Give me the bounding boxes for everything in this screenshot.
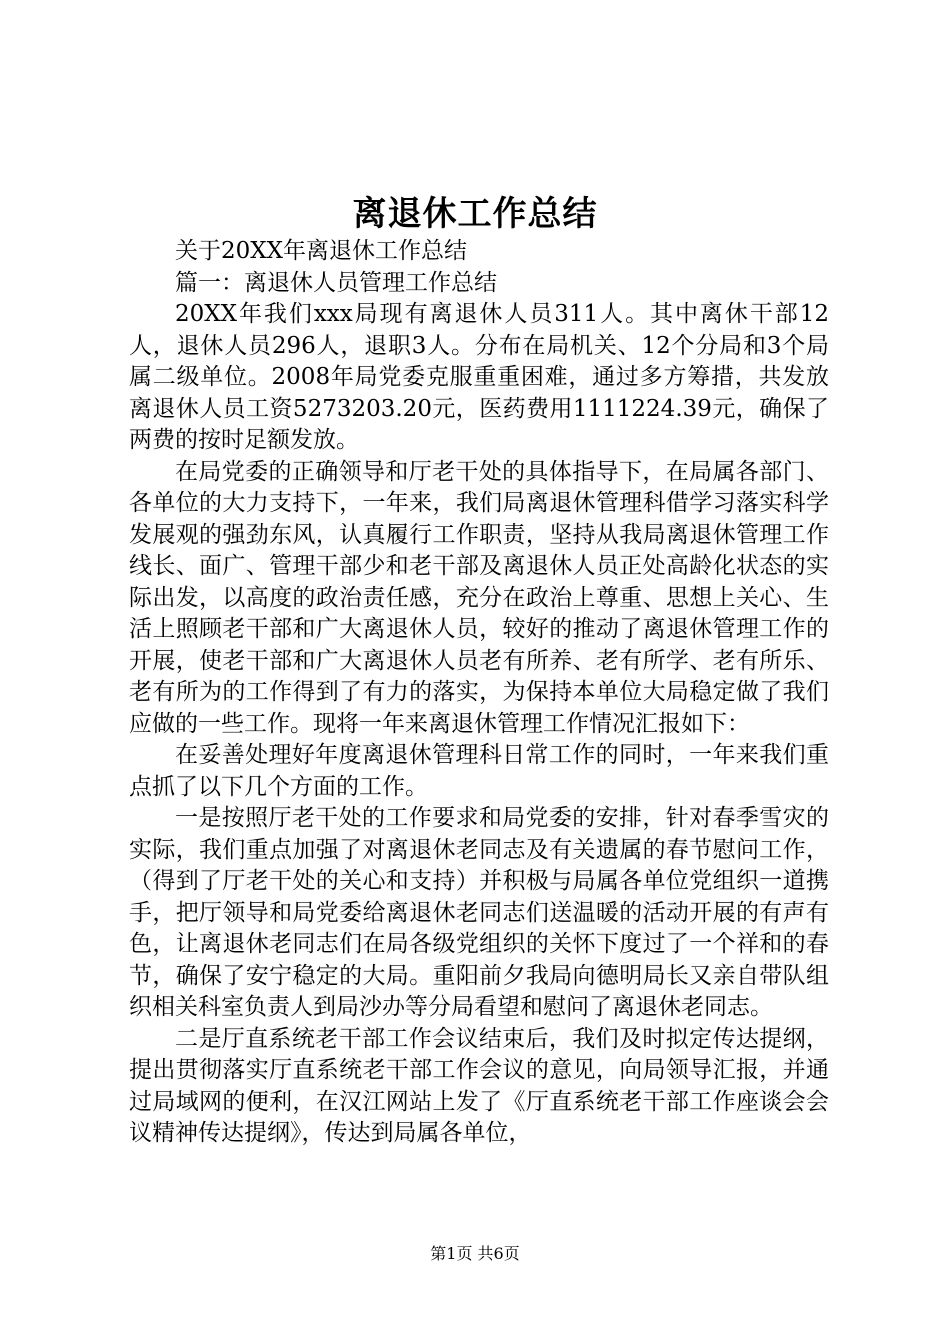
- paragraph: 在妥善处理好年度离退休管理科日常工作的同时，一年来我们重点抓了以下几个方面的工作。: [129, 742, 829, 800]
- paragraph: 在局党委的正确领导和厅老干处的具体指导下，在局属各部门、各单位的大力支持下，一年来，我们局离退休管理科借学习落实科学发展观的强劲东风，认真履行工作职责，坚持从我局离退休管理工作线长、面广、管理干部少和老干部及离退休人员正处高龄化状态的实际出发，以高度的政治责任感，充分在政治上尊重、思想上关心、生活上照顾老干部和广大离退休人员，较好的推动了离退休管理工作的开展，使老干部和广大离退休人员老有所养、老有所学、老有所乐、老有所为的工作得到了有力的落实，为保持本单位大局稳定做了我们应做的一些工作。现将一年来离退休管理工作情况汇报如下：: [129, 458, 829, 737]
- paragraph-heading-1: 关于20XX年离退休工作总结: [175, 238, 468, 264]
- paragraph: 一是按照厅老干处的工作要求和局党委的安排，针对春季雪灾的实际，我们重点加强了对离退休老同志及有关遗属的春节慰问工作，（得到了厅老干处的关心和支持）并积极与局属各单位党组织一道携手，把厅领导和局党委给离退休老同志们送温暖的活动开展的有声有色，让离退休老同志们在局各级党组织的关怀下度过了一个祥和的春节，确保了安宁稳定的大局。重阳前夕我局向德明局长又亲自带队组织相关科室负责人到局沙办等分局看望和慰问了离退休老同志。: [129, 805, 829, 1020]
- page-title: 离退休工作总结: [352, 194, 598, 234]
- paragraph: 20XX年我们xxx局现有离退休人员311人。其中离休干部12人，退休人员296人，退职3人。分布在局机关、12个分局和3个局属二级单位。2008年局党委克服重重困难，通过多方筹措，共发放离退休人员工资5273203.20元，医药费用1111224.39元，确保了两费的按时足额发放。: [129, 301, 829, 453]
- paragraph: 二是厅直系统老干部工作会议结束后，我们及时拟定传达提纲，提出贯彻落实厅直系统老干部工作会议的意见，向局领导汇报，并通过局域网的便利，在汉江网站上发了《厅直系统老干部工作座谈会会议精神传达提纲》，传达到局属各单位，: [129, 1025, 829, 1146]
- document-body: [129, 236, 829, 1150]
- paragraph-heading-2: 篇一：离退休人员管理工作总结: [175, 269, 497, 296]
- page-footer: 第1页 共6页: [430, 1244, 520, 1263]
